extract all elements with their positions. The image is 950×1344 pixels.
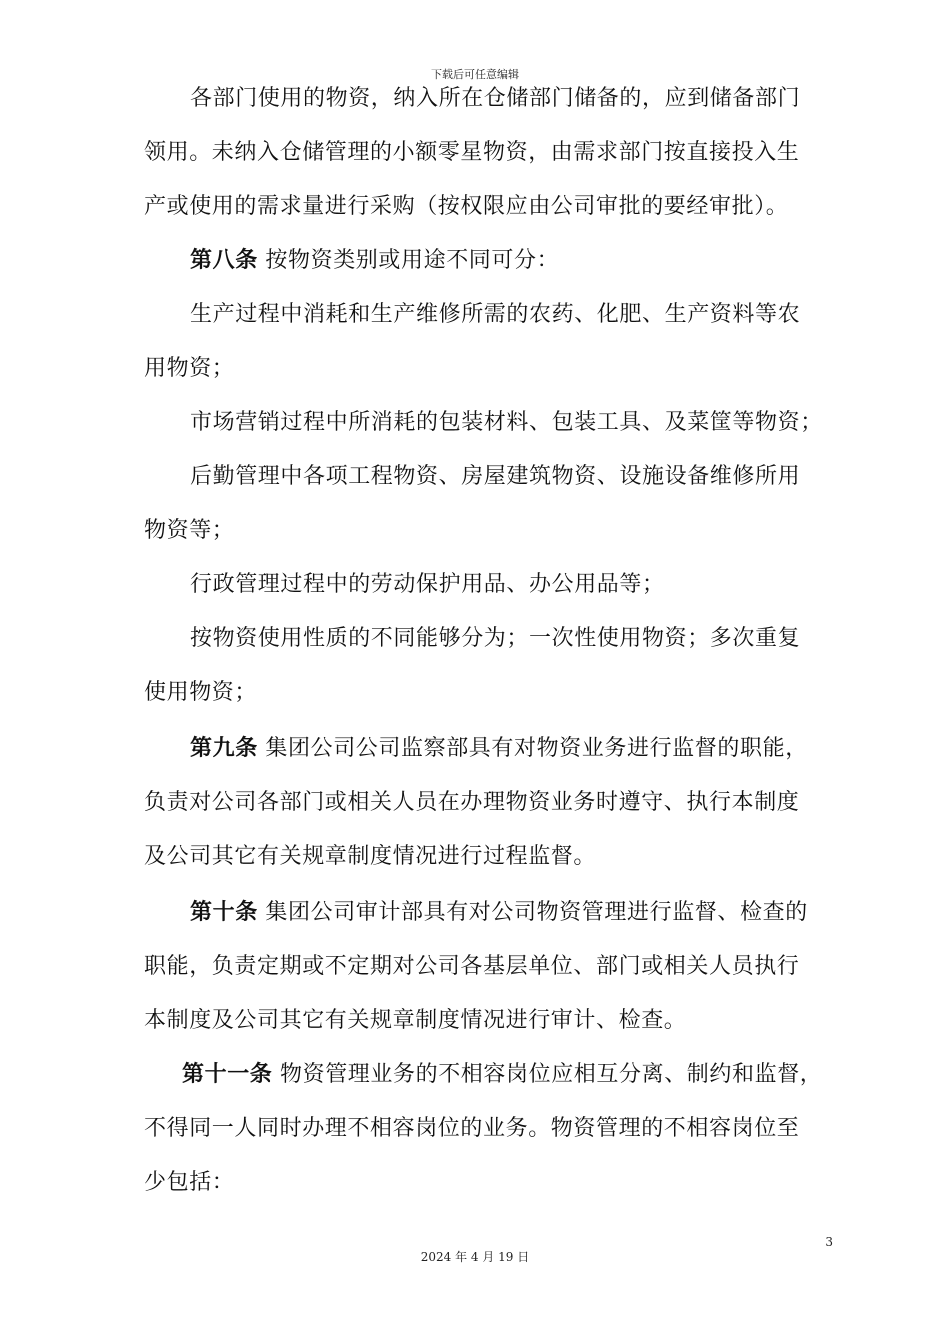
page-number: 3: [825, 1235, 833, 1249]
article-number: 第十条: [190, 900, 258, 925]
article-text: 按物资类别或用途不同可分：: [257, 248, 560, 273]
article-text: 集团公司公司监察部具有对物资业务进行监督的职能，: [257, 736, 808, 761]
article-heading-line: [190, 898, 808, 928]
text-line: 用物资；: [144, 356, 235, 381]
article-number: 第九条: [190, 736, 258, 761]
text-line: 少包括：: [144, 1170, 235, 1195]
text-line: 领用。未纳入仓储管理的小额零星物资，由需求部门按直接投入生: [144, 140, 800, 165]
text-line: 本制度及公司其它有关规章制度情况进行审计、检查。: [144, 1008, 687, 1033]
text-line: 负责对公司各部门或相关人员在办理物资业务时遵守、执行本制度: [144, 790, 800, 815]
text-line: 物资等；: [144, 518, 235, 543]
text-line: 生产过程中消耗和生产维修所需的农药、化肥、生产资料等农: [190, 302, 801, 327]
article-heading-line: [182, 1060, 822, 1090]
page-footer-date: 2024 年 4 月 19 日: [420, 1250, 530, 1264]
text-line: 使用物资；: [144, 680, 258, 705]
text-line: 不得同一人同时办理不相容岗位的业务。物资管理的不相容岗位至: [144, 1116, 800, 1141]
text-line: 职能，负责定期或不定期对公司各基层单位、部门或相关人员执行: [144, 954, 800, 979]
text-line: 各部门使用的物资，纳入所在仓储部门储备的，应到储备部门: [190, 86, 801, 111]
text-line: 后勤管理中各项工程物资、房屋建筑物资、设施设备维修所用: [190, 464, 801, 489]
text-line: 市场营销过程中所消耗的包装材料、包装工具、及菜筐等物资；: [190, 410, 823, 435]
text-line: 及公司其它有关规章制度情况进行过程监督。: [144, 844, 597, 869]
article-heading-line: [190, 246, 559, 276]
article-number: 第十一条: [182, 1062, 273, 1087]
text-line: 产或使用的需求量进行采购（按权限应由公司审批的要经审批）。: [144, 194, 789, 219]
page-header: 下载后可任意编辑: [431, 68, 519, 81]
text-line: 行政管理过程中的劳动保护用品、办公用品等；: [190, 572, 665, 597]
article-text: 集团公司审计部具有对公司物资管理进行监督、检查的: [257, 900, 808, 925]
article-number: 第八条: [190, 248, 258, 273]
article-heading-line: [190, 734, 808, 764]
article-text: 物资管理业务的不相容岗位应相互分离、制约和监督，: [272, 1062, 823, 1087]
text-line: 按物资使用性质的不同能够分为；一次性使用物资；多次重复: [190, 626, 801, 651]
